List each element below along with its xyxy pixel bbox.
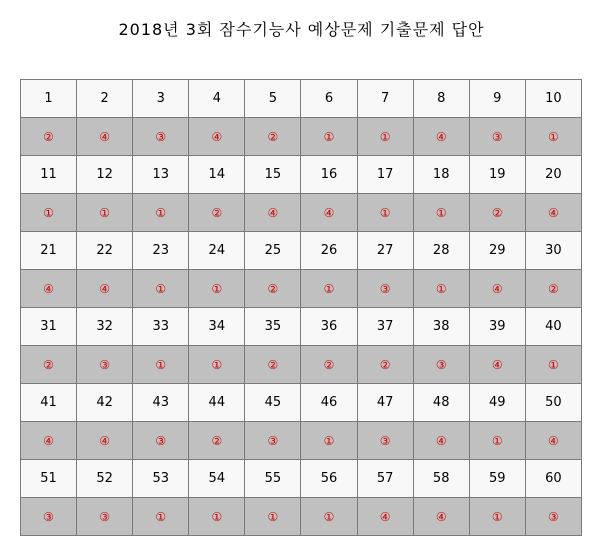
answer-cell: ④ — [413, 118, 469, 156]
question-number-row — [21, 232, 582, 270]
question-number-cell: 7 — [357, 80, 413, 118]
question-number-cell: 1 — [21, 80, 77, 118]
answer-cell: ② — [469, 194, 525, 232]
answer-row — [21, 346, 582, 384]
answer-cell: ① — [413, 194, 469, 232]
question-number-cell: 8 — [413, 80, 469, 118]
answer-cell: ② — [189, 194, 245, 232]
answer-cell: ① — [413, 270, 469, 308]
question-number-cell: 11 — [21, 156, 77, 194]
question-number-cell: 14 — [189, 156, 245, 194]
answer-table-body — [21, 80, 582, 536]
question-number-cell: 45 — [245, 384, 301, 422]
answer-cell: ① — [77, 194, 133, 232]
question-number-cell: 2 — [77, 80, 133, 118]
question-number-cell: 25 — [245, 232, 301, 270]
answer-cell: ④ — [245, 194, 301, 232]
answer-row — [21, 194, 582, 232]
answer-cell: ① — [189, 346, 245, 384]
question-number-cell: 22 — [77, 232, 133, 270]
question-number-cell: 34 — [189, 308, 245, 346]
answer-row — [21, 118, 582, 156]
question-number-cell: 50 — [525, 384, 581, 422]
question-number-cell: 5 — [245, 80, 301, 118]
question-number-cell: 55 — [245, 460, 301, 498]
answer-cell: ④ — [301, 194, 357, 232]
answer-cell: ③ — [77, 346, 133, 384]
question-number-cell: 15 — [245, 156, 301, 194]
answer-cell: ① — [301, 270, 357, 308]
answer-cell: ③ — [413, 346, 469, 384]
question-number-cell: 32 — [77, 308, 133, 346]
question-number-cell: 44 — [189, 384, 245, 422]
answer-cell: ③ — [77, 498, 133, 536]
question-number-cell: 47 — [357, 384, 413, 422]
question-number-row — [21, 384, 582, 422]
answer-cell: ② — [525, 270, 581, 308]
answer-cell: ④ — [413, 422, 469, 460]
question-number-cell: 41 — [21, 384, 77, 422]
answer-cell: ① — [357, 118, 413, 156]
answer-cell: ④ — [525, 422, 581, 460]
answer-cell: ③ — [245, 422, 301, 460]
question-number-cell: 18 — [413, 156, 469, 194]
question-number-cell: 19 — [469, 156, 525, 194]
question-number-cell: 20 — [525, 156, 581, 194]
question-number-cell: 52 — [77, 460, 133, 498]
answer-cell: ① — [301, 498, 357, 536]
question-number-row — [21, 460, 582, 498]
question-number-cell: 51 — [21, 460, 77, 498]
answer-cell: ① — [133, 498, 189, 536]
answer-cell: ① — [21, 194, 77, 232]
answer-cell: ③ — [525, 498, 581, 536]
question-number-cell: 42 — [77, 384, 133, 422]
answer-cell: ② — [245, 270, 301, 308]
answer-cell: ② — [21, 346, 77, 384]
answer-cell: ④ — [21, 422, 77, 460]
question-number-cell: 3 — [133, 80, 189, 118]
answer-cell: ① — [133, 346, 189, 384]
question-number-cell: 24 — [189, 232, 245, 270]
question-number-cell: 16 — [301, 156, 357, 194]
answer-cell: ① — [133, 270, 189, 308]
answer-cell: ④ — [413, 498, 469, 536]
answer-cell: ② — [245, 118, 301, 156]
question-number-cell: 57 — [357, 460, 413, 498]
answer-cell: ③ — [133, 118, 189, 156]
answer-cell: ④ — [77, 422, 133, 460]
answer-cell: ④ — [525, 194, 581, 232]
answer-cell: ④ — [77, 118, 133, 156]
page-title: 2018년 3회 잠수기능사 예상문제 기출문제 답안 — [118, 20, 485, 39]
question-number-cell: 49 — [469, 384, 525, 422]
answer-cell: ④ — [189, 118, 245, 156]
answer-cell: ③ — [133, 422, 189, 460]
question-number-cell: 56 — [301, 460, 357, 498]
answer-cell: ④ — [469, 346, 525, 384]
answer-cell: ④ — [21, 270, 77, 308]
answer-cell: ① — [469, 498, 525, 536]
answer-row — [21, 270, 582, 308]
answer-cell: ② — [21, 118, 77, 156]
question-number-cell: 46 — [301, 384, 357, 422]
answer-cell: ② — [245, 346, 301, 384]
question-number-cell: 6 — [301, 80, 357, 118]
question-number-cell: 27 — [357, 232, 413, 270]
answer-cell: ④ — [469, 270, 525, 308]
question-number-cell: 40 — [525, 308, 581, 346]
answer-row — [21, 422, 582, 460]
question-number-cell: 10 — [525, 80, 581, 118]
question-number-cell: 13 — [133, 156, 189, 194]
question-number-cell: 53 — [133, 460, 189, 498]
question-number-cell: 29 — [469, 232, 525, 270]
answer-cell: ① — [189, 498, 245, 536]
question-number-cell: 31 — [21, 308, 77, 346]
answer-cell: ① — [189, 270, 245, 308]
question-number-row — [21, 156, 582, 194]
answer-cell: ① — [245, 498, 301, 536]
question-number-cell: 54 — [189, 460, 245, 498]
question-number-cell: 30 — [525, 232, 581, 270]
answer-cell: ④ — [77, 270, 133, 308]
question-number-cell: 38 — [413, 308, 469, 346]
answer-cell: ① — [469, 422, 525, 460]
answer-cell: ③ — [21, 498, 77, 536]
answer-cell: ③ — [357, 422, 413, 460]
question-number-cell: 48 — [413, 384, 469, 422]
question-number-row — [21, 80, 582, 118]
answer-cell: ① — [525, 346, 581, 384]
question-number-cell: 60 — [525, 460, 581, 498]
answer-table — [20, 79, 582, 536]
question-number-cell: 35 — [245, 308, 301, 346]
question-number-cell: 33 — [133, 308, 189, 346]
question-number-cell: 37 — [357, 308, 413, 346]
question-number-cell: 4 — [189, 80, 245, 118]
answer-row — [21, 498, 582, 536]
question-number-row — [21, 308, 582, 346]
question-number-cell: 36 — [301, 308, 357, 346]
question-number-cell: 23 — [133, 232, 189, 270]
answer-cell: ② — [357, 346, 413, 384]
answer-cell: ① — [357, 194, 413, 232]
question-number-cell: 12 — [77, 156, 133, 194]
question-number-cell: 59 — [469, 460, 525, 498]
answer-cell: ③ — [357, 270, 413, 308]
question-number-cell: 43 — [133, 384, 189, 422]
answer-cell: ③ — [469, 118, 525, 156]
answer-cell: ① — [301, 118, 357, 156]
question-number-cell: 21 — [21, 232, 77, 270]
question-number-cell: 28 — [413, 232, 469, 270]
answer-cell: ① — [133, 194, 189, 232]
answer-cell: ② — [301, 346, 357, 384]
answer-cell: ① — [301, 422, 357, 460]
question-number-cell: 17 — [357, 156, 413, 194]
question-number-cell: 26 — [301, 232, 357, 270]
answer-cell: ② — [189, 422, 245, 460]
question-number-cell: 9 — [469, 80, 525, 118]
answer-cell: ④ — [357, 498, 413, 536]
answer-cell: ① — [525, 118, 581, 156]
question-number-cell: 39 — [469, 308, 525, 346]
question-number-cell: 58 — [413, 460, 469, 498]
